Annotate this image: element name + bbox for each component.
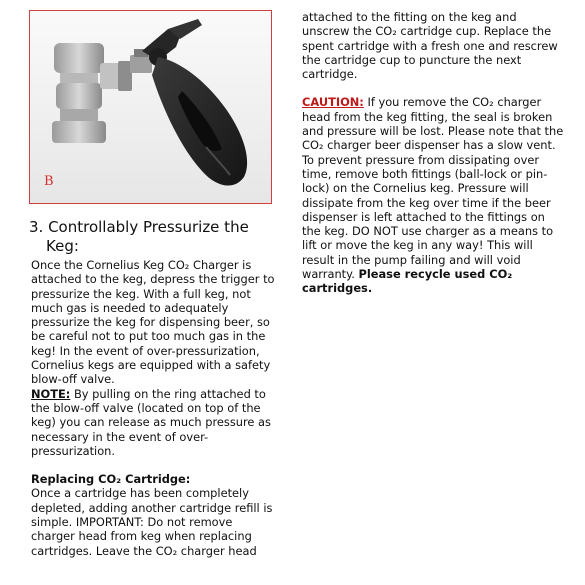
- recycle-text: Please recycle used CO₂ cartridges.: [302, 267, 513, 296]
- left-column: [31, 258, 277, 558]
- caution-text: If you remove the CO₂ charger head from the keg fitting, the seal is broken and pressure will be lost. Please note that the CO₂ charger beer dispenser has a slow vent. To prevent pressure from dissipating over time, remove both fittings (ball-lock or pin-lock) on the Cornelius keg. Pressure will dissipate from the keg over time if the beer dispenser is left attached to the fittings on the keg. DO NOT use charger as a means to lift or move the keg in any way! This will result in the pump failing and will void warranty.: [302, 95, 564, 282]
- caution-label: CAUTION:: [302, 95, 364, 110]
- replacing-heading: Replacing CO₂ Cartridge:: [31, 472, 191, 487]
- pressurize-paragraph: Once the Cornelius Keg CO₂ Charger is attached to the keg, depress the trigger to pressurize the keg. With a full keg, not much gas is needed to adequately pressurize the keg for dispensing beer, so be careful not to put too much gas in the keg! In the event of over-pressurization, Cornelius kegs are equipped with a safety blow-off valve.: [31, 258, 275, 387]
- note-paragraph: [31, 387, 277, 458]
- caution-paragraph: [302, 95, 564, 295]
- note-text: By pulling on the ring attached to the blow-off valve (located on top of the keg) you can release as much pressure as necessary in the event of over-pressurization.: [31, 386, 271, 458]
- note-label: NOTE:: [31, 386, 71, 401]
- section-heading: [29, 218, 279, 256]
- right-column: [302, 10, 564, 296]
- product-photo: [29, 10, 272, 204]
- photo-label: B: [44, 174, 54, 189]
- replacing-paragraph: Once a cartridge has been completely depleted, adding another cartridge refill is simple. IMPORTANT: Do not remove charger head from keg when replacing cartridges. Leave the CO₂ charger head: [31, 486, 273, 558]
- co2-charger-illustration: [30, 11, 272, 204]
- section-title-line1: 3. Controllably Pressurize the: [29, 218, 249, 236]
- replace-continued-paragraph: attached to the fitting on the keg and unscrew the CO₂ cartridge cup. Replace the spent cartridge with a fresh one and rescrew the cartridge cup to puncture the next cartridge.: [302, 10, 558, 82]
- section-title-line2: Keg:: [46, 237, 79, 255]
